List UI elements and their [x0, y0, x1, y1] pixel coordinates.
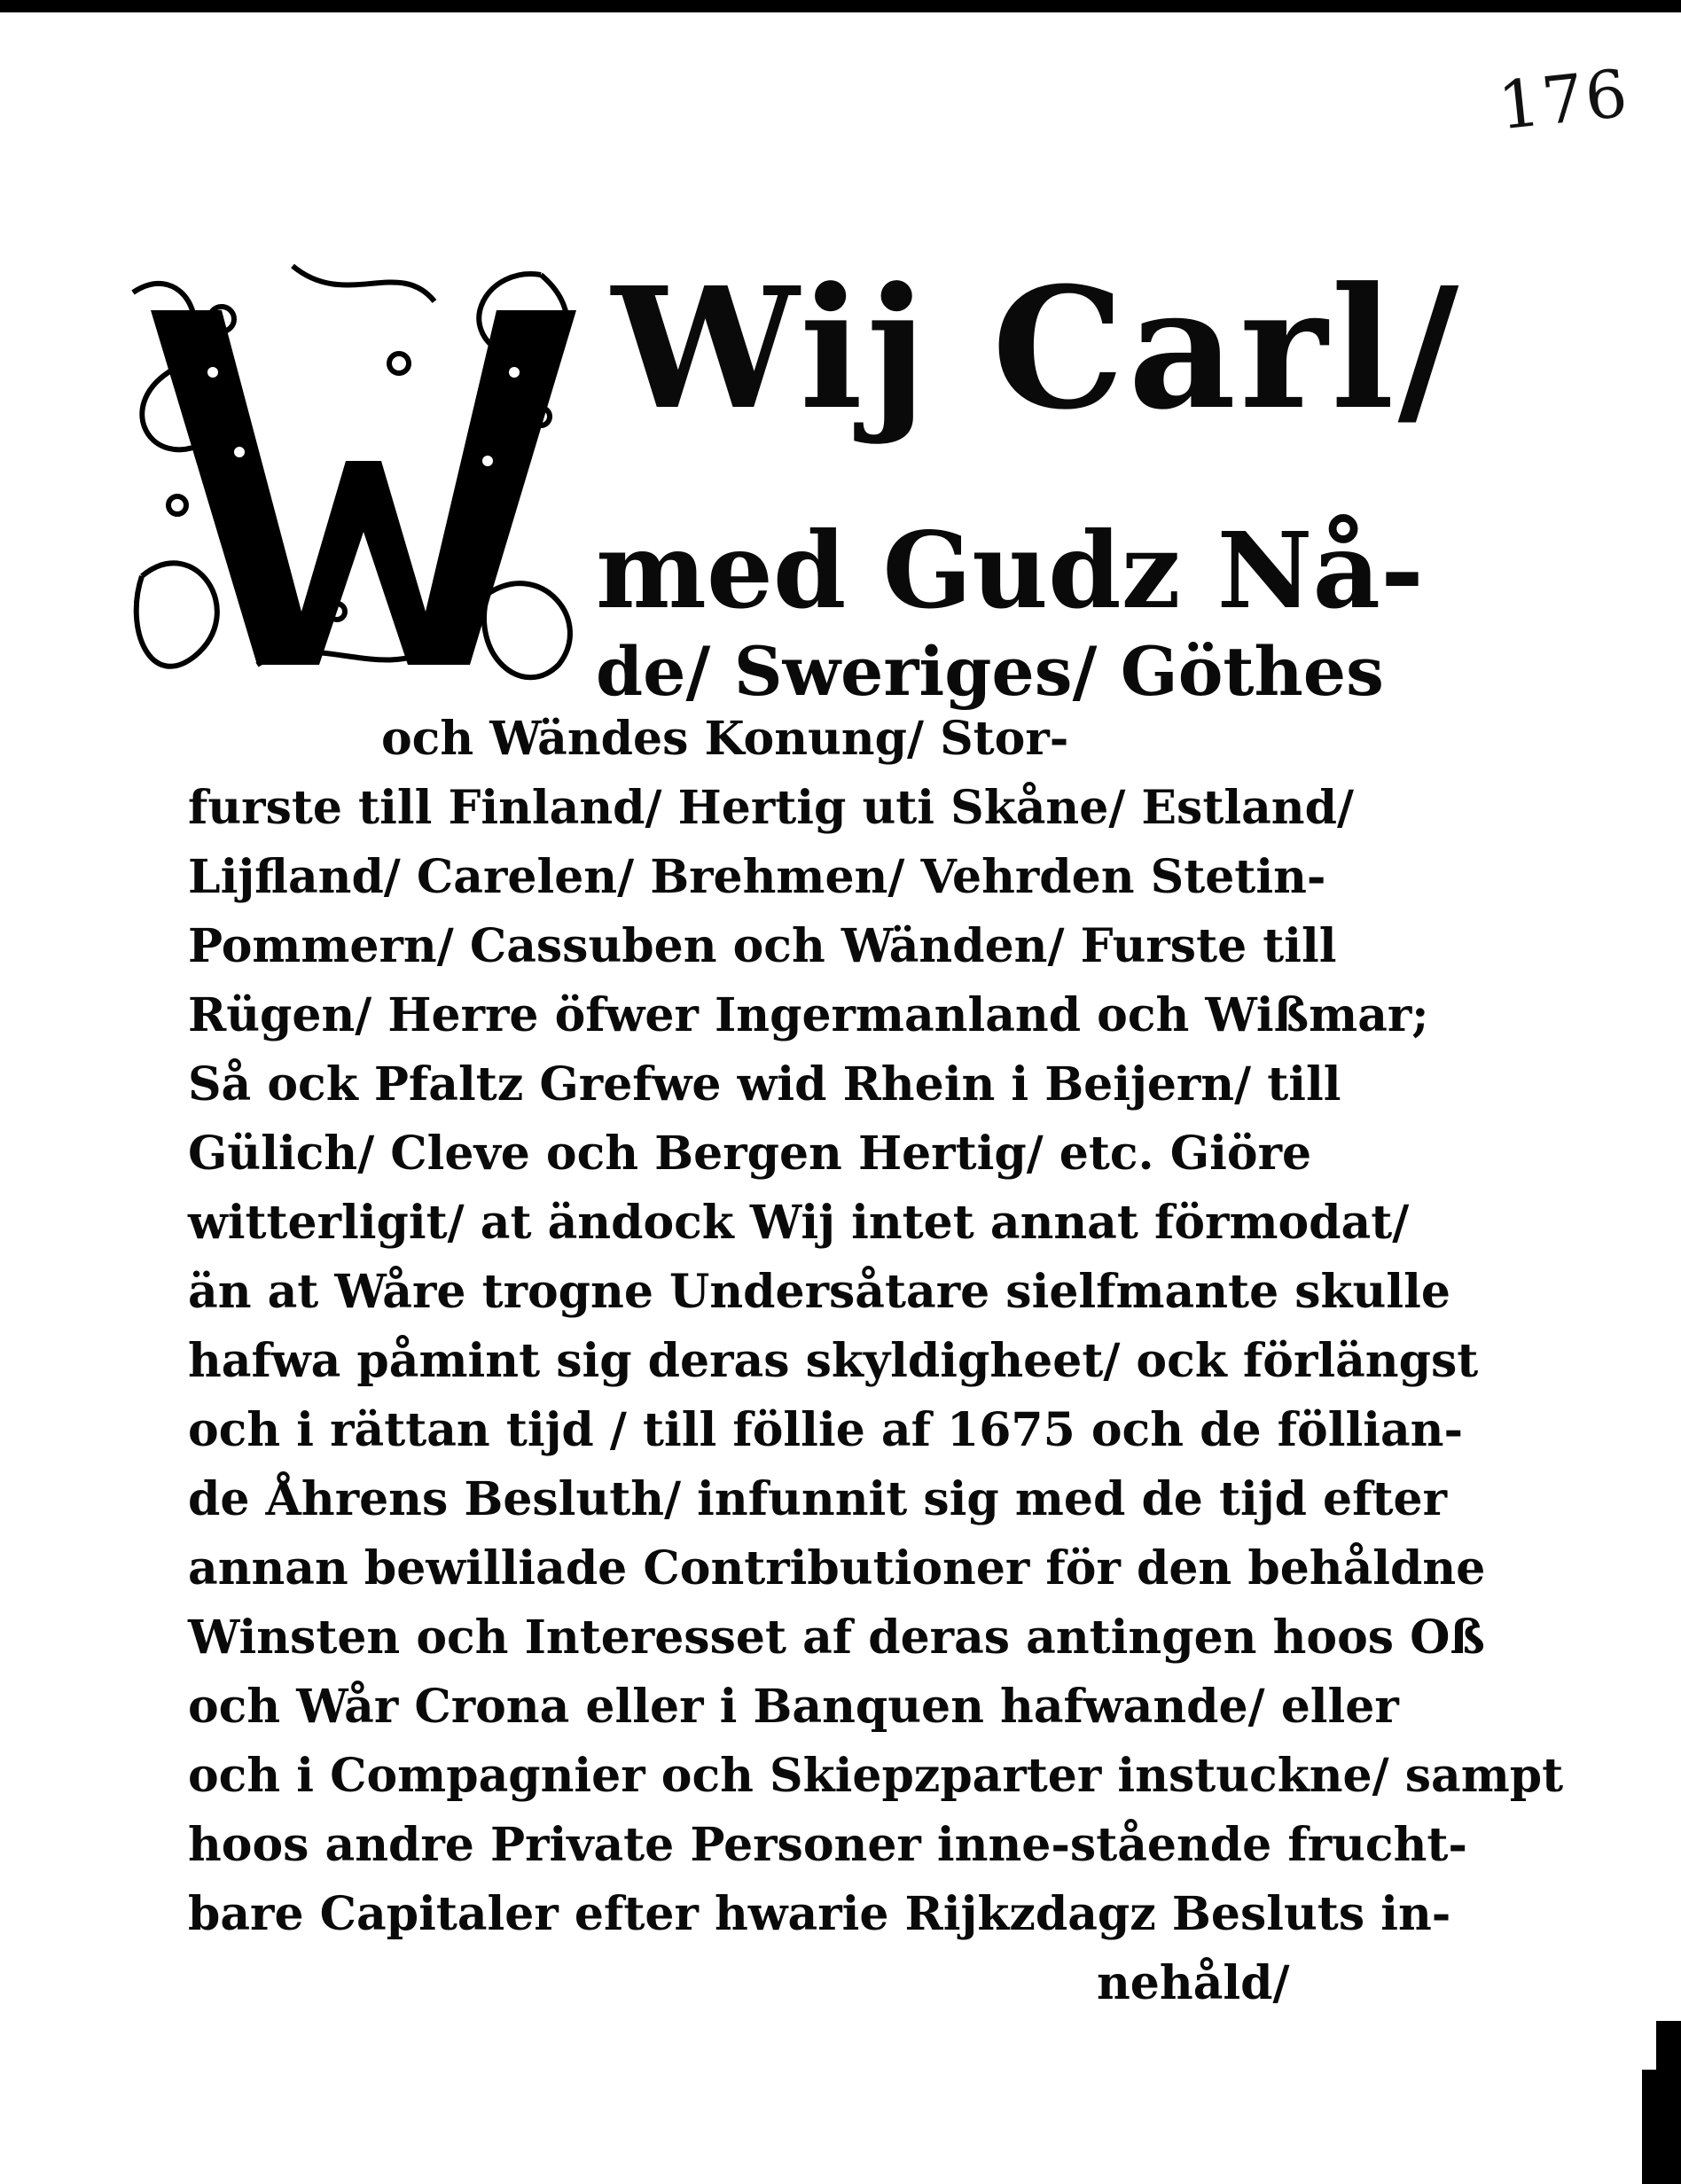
text-line: hoos andre Private Personer inne-stående frucht-	[188, 1818, 1467, 1872]
text-line: Winsten och Interesset af deras antingen hoos Oß	[188, 1611, 1485, 1665]
text-line: Pommern/ Cassuben och Wänden/ Furste till	[188, 919, 1337, 973]
text-line-catchword: nehåld/	[1097, 1956, 1290, 2010]
decorated-initial-w	[115, 239, 612, 700]
text-line: annan bewilliade Contributioner för den behåldne	[188, 1541, 1486, 1595]
text-line: de Åhrens Besluth/ infunnit sig med de tijd efter	[188, 1472, 1447, 1526]
scan-edge-shadow	[1642, 2070, 1681, 2184]
text-line: hafwa påmint sig deras skyldigheet/ ock förlängst	[188, 1334, 1479, 1388]
text-line: bare Capitaler efter hwarie Rijkzdagz Besluts in-	[188, 1887, 1451, 1941]
scan-edge-shadow	[1656, 2021, 1681, 2074]
text-line: och i Compagnier och Skiepzparter instuckne/ sampt	[188, 1749, 1564, 1803]
text-line: och i rättan tijd / till föllie af 1675 och de föllian-	[188, 1403, 1464, 1457]
text-line: Lijfland/ Carelen/ Brehmen/ Vehrden Stetin-	[188, 850, 1326, 904]
text-line: och Wår Crona eller i Banquen hafwande/ eller	[188, 1680, 1399, 1734]
text-line: och Wändes Konung/ Stor-	[381, 712, 1069, 766]
text-line: Rügen/ Herre öfwer Ingermanland och Wißmar;	[188, 988, 1429, 1042]
text-line: furste till Finland/ Hertig uti Skåne/ Estland/	[188, 781, 1354, 835]
page-top-border	[0, 0, 1681, 12]
text-line: än at Wåre trogne Undersåtare sielfmante skulle	[188, 1265, 1450, 1319]
text-line: witterligit/ at ändock Wij intet annat förmodat/	[188, 1196, 1410, 1250]
title-line-2: med Gudz Nå-	[596, 509, 1424, 632]
text-line: Gülich/ Cleve och Bergen Hertig/ etc. Giöre	[188, 1127, 1312, 1181]
title-line-3: de/ Sweriges/ Göthes	[596, 632, 1384, 711]
title-line-1: Wij Carl/	[612, 251, 1463, 447]
ornament-initial-icon	[115, 239, 612, 700]
page-number: 176	[1494, 55, 1633, 145]
text-line: Så ock Pfaltz Grefwe wid Rhein i Beijern/ till	[188, 1057, 1341, 1112]
